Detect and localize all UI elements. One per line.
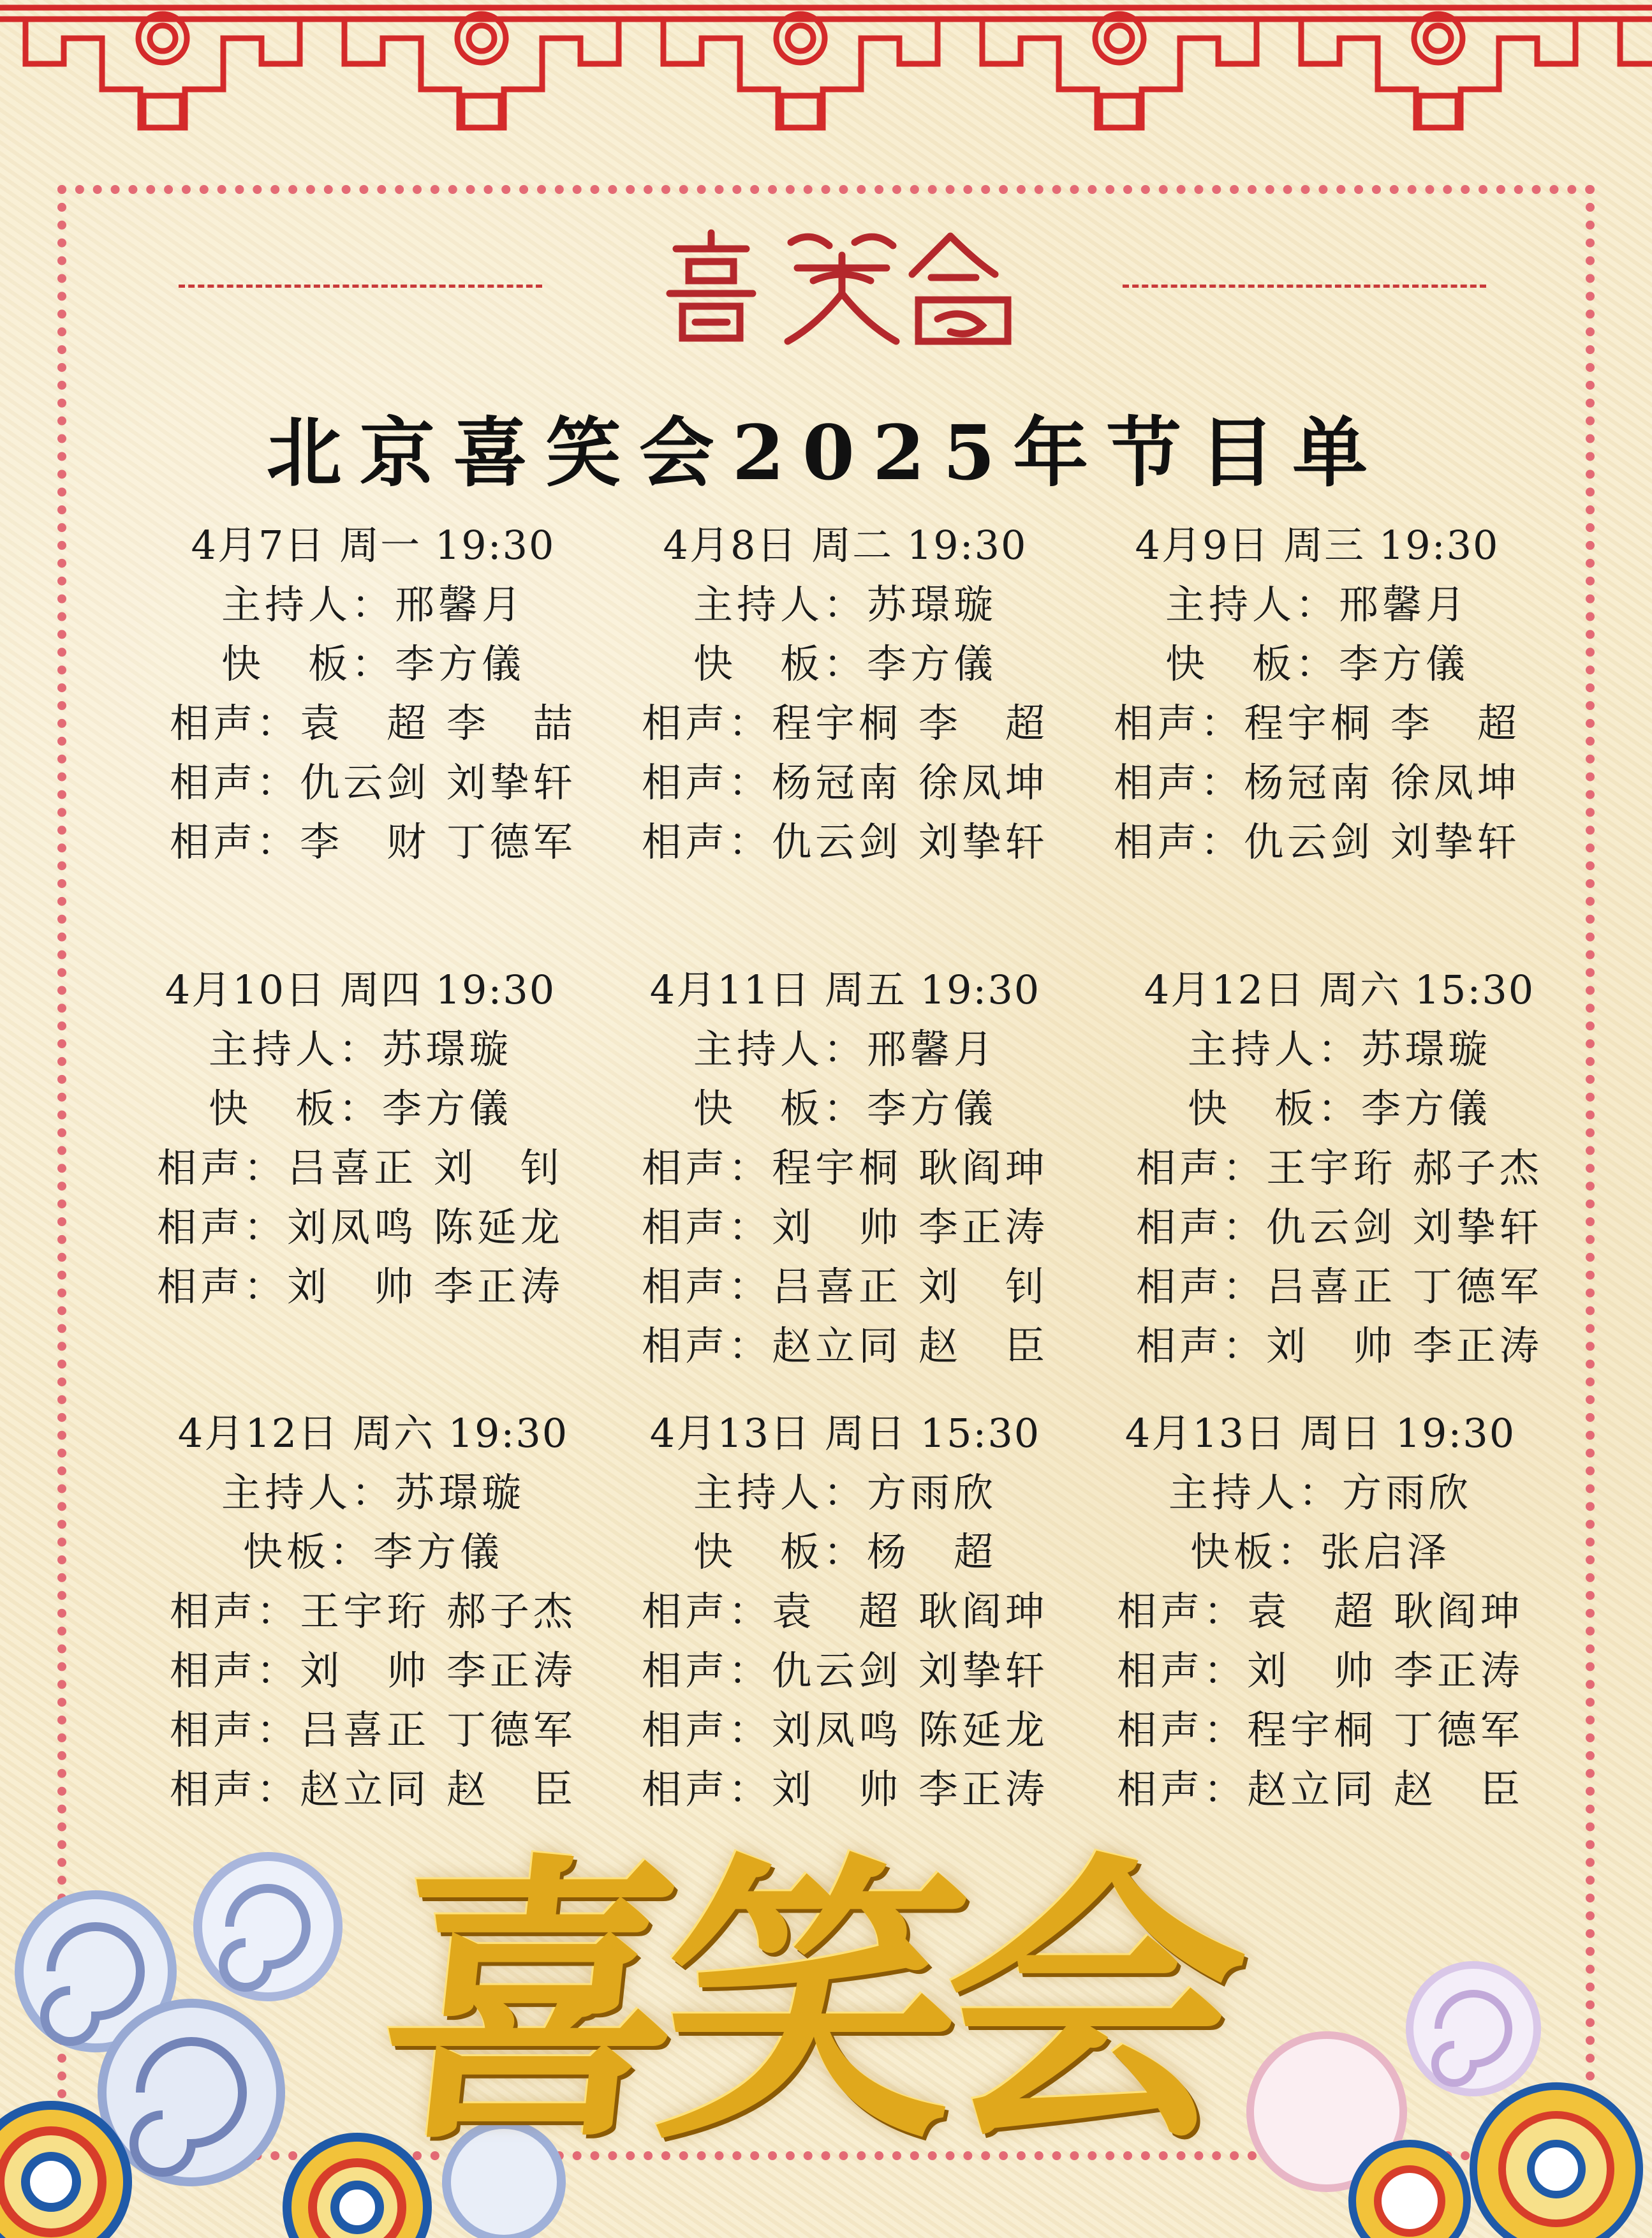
crosstalk-line: 相声：杨冠南 徐凤坤 (1114, 759, 1521, 806)
host-line: 主持人：苏璟璇 (208, 1026, 512, 1072)
crosstalk-line: 相声：赵立同 赵 臣 (170, 1766, 577, 1812)
show-block (1084, 1404, 1556, 1819)
kuaiban-line: 快 板：杨 超 (693, 1529, 997, 1575)
crosstalk-line: 相声：吕喜正 丁德军 (170, 1707, 577, 1753)
crosstalk-line: 相声：吕喜正 刘 钊 (157, 1145, 564, 1191)
crosstalk-line: 相声：杨冠南 徐凤坤 (642, 759, 1049, 806)
show-block (1103, 960, 1575, 1375)
show-date: 4月7日 周一 19:30 (191, 522, 556, 568)
host-line: 主持人：苏璟璇 (221, 1469, 525, 1516)
crosstalk-line: 相声：王宇珩 郝子杰 (1136, 1145, 1543, 1191)
divider-left (179, 285, 542, 288)
kuaiban-line: 快 板：李方儀 (1165, 641, 1469, 687)
kuaiban-line: 快 板：李方儀 (1187, 1085, 1491, 1132)
host-line: 主持人：邢馨月 (693, 1026, 997, 1072)
crosstalk-line: 相声：仇云剑 刘挚轩 (1136, 1204, 1543, 1250)
show-date: 4月12日 周六 15:30 (1144, 967, 1535, 1013)
crosstalk-line: 相声：赵立同 赵 臣 (1117, 1766, 1524, 1812)
crosstalk-line: 相声：吕喜正 丁德军 (1136, 1263, 1543, 1310)
show-date: 4月8日 周二 19:30 (663, 522, 1028, 568)
host-line: 主持人：邢馨月 (221, 581, 525, 628)
crosstalk-line: 相声：程宇桐 丁德军 (1117, 1707, 1524, 1753)
kuaiban-line: 快 板：李方儀 (208, 1085, 512, 1132)
crosstalk-line: 相声：刘 帅 李正涛 (642, 1204, 1049, 1250)
host-line: 主持人：方雨欣 (693, 1469, 997, 1516)
crosstalk-line: 相声：刘凤鸣 陈延龙 (157, 1204, 564, 1250)
show-date: 4月11日 周五 19:30 (649, 967, 1041, 1013)
crosstalk-line: 相声：袁 超 耿阎珅 (642, 1588, 1049, 1634)
show-block (609, 1404, 1081, 1819)
crosstalk-line: 相声：仇云剑 刘挚轩 (642, 819, 1049, 865)
show-date: 4月12日 周六 19:30 (177, 1410, 569, 1456)
crosstalk-line: 相声：刘 帅 李正涛 (642, 1766, 1049, 1812)
crosstalk-line: 相声：仇云剑 刘挚轩 (642, 1647, 1049, 1694)
show-date: 4月13日 周日 15:30 (649, 1410, 1041, 1456)
crosstalk-line: 相声：程宇桐 李 超 (642, 700, 1049, 746)
divider-right (1123, 285, 1486, 288)
show-block (137, 1404, 609, 1819)
page-title: 北京喜笑会2025年节目单 (266, 408, 1386, 497)
seal-logo (651, 223, 1033, 351)
show-date: 4月13日 周日 19:30 (1125, 1410, 1516, 1456)
host-line: 主持人：苏璟璇 (1187, 1026, 1491, 1072)
crosstalk-line: 相声：袁 超 李 喆 (170, 700, 577, 746)
crosstalk-line: 相声：刘 帅 李正涛 (157, 1263, 564, 1310)
crosstalk-line: 相声：程宇桐 耿阎珅 (642, 1145, 1049, 1191)
host-line: 主持人：邢馨月 (1165, 581, 1469, 628)
lattice-border-decoration (0, 0, 1652, 159)
crosstalk-line: 相声：王宇珩 郝子杰 (170, 1588, 577, 1634)
gold-logo-text: 喜笑会 (364, 1827, 1244, 2179)
crosstalk-line: 相声：刘凤鸣 陈延龙 (642, 1707, 1049, 1753)
crosstalk-line: 相声：赵立同 赵 臣 (642, 1323, 1049, 1369)
cloud-decoration-right (1199, 1901, 1652, 2238)
show-block (609, 960, 1081, 1375)
show-block (137, 515, 609, 871)
crosstalk-line: 相声：李 财 丁德军 (170, 819, 577, 865)
host-line: 主持人：方雨欣 (1168, 1469, 1472, 1516)
show-block (124, 960, 596, 1316)
kuaiban-line: 快 板：李方儀 (693, 641, 997, 687)
kuaiban-line: 快 板：李方儀 (221, 641, 525, 687)
crosstalk-line: 相声：仇云剑 刘挚轩 (170, 759, 577, 806)
show-date: 4月9日 周三 19:30 (1135, 522, 1500, 568)
show-date: 4月10日 周四 19:30 (165, 967, 556, 1013)
crosstalk-line: 相声：吕喜正 刘 钊 (642, 1263, 1049, 1310)
kuaiban-line: 快板：李方儀 (242, 1529, 503, 1575)
host-line: 主持人：苏璟璇 (693, 581, 997, 628)
kuaiban-line: 快板：张启泽 (1190, 1529, 1450, 1575)
crosstalk-line: 相声：袁 超 耿阎珅 (1117, 1588, 1524, 1634)
kuaiban-line: 快 板：李方儀 (693, 1085, 997, 1132)
crosstalk-line: 相声：刘 帅 李正涛 (1136, 1323, 1543, 1369)
show-block (609, 515, 1081, 871)
show-block (1081, 515, 1553, 871)
crosstalk-line: 相声：刘 帅 李正涛 (1117, 1647, 1524, 1694)
crosstalk-line: 相声：刘 帅 李正涛 (170, 1647, 577, 1694)
crosstalk-line: 相声：仇云剑 刘挚轩 (1114, 819, 1521, 865)
crosstalk-line: 相声：程宇桐 李 超 (1114, 700, 1521, 746)
gold-calligraphy-logo (357, 1812, 1250, 2195)
